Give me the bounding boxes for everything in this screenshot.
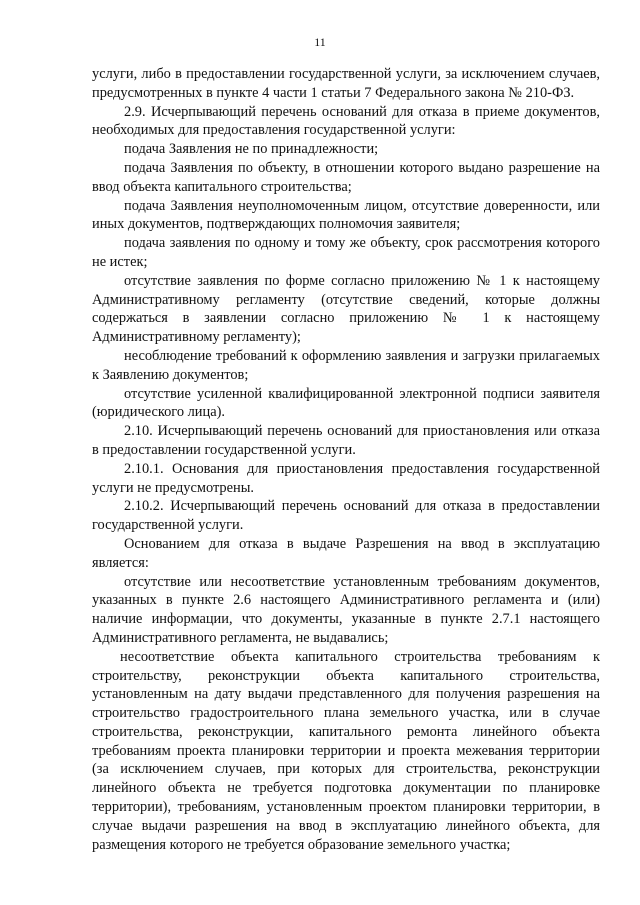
paragraph: подача Заявления не по принадлежности; bbox=[124, 141, 379, 158]
paragraph: подача Заявления по объекту, в отношении которого выдано разрешение на ввод объекта капитального строительства; bbox=[92, 159, 600, 195]
paragraph: отсутствие или несоответствие установленным требованиям документов, указанных в пункте 2.6 настоящего Административного регламента и (или) наличие информации, что документы, указанные в пункте 2.7.1 настоящего Административного регламента, не выдавались; bbox=[92, 573, 600, 646]
paragraph: 2.10.1. Основания для приостановления предоставления государственной услуги не предусмотрены. bbox=[92, 460, 600, 496]
paragraph: отсутствие усиленной квалифицированной электронной подписи заявителя (юридического лица). bbox=[92, 385, 600, 421]
paragraph: 2.10. Исчерпывающий перечень оснований для приостановления или отказа в предоставлении государственной услуги. bbox=[92, 423, 600, 458]
paragraph: услуги, либо в предоставлении государственной услуги, за исключением случаев, предусмотренных в пункте 4 части 1 статьи 7 Федерального закона № 210-ФЗ. bbox=[92, 66, 600, 101]
paragraph: отсутствие заявления по форме согласно приложению № 1 к настоящему Административному регламенту (отсутствие сведений, которые должны содержаться в заявлении согласно приложению № 1 к настоящему Административному регламенту); bbox=[92, 272, 600, 346]
paragraph: 2.9. Исчерпывающий перечень оснований для отказа в приеме документов, необходимых для предоставления государственной услуги: bbox=[92, 103, 600, 139]
paragraph: Основанием для отказа в выдаче Разрешения на ввод в эксплуатацию является: bbox=[92, 535, 600, 571]
page-number: 11 bbox=[314, 35, 326, 49]
paragraph: несоответствие объекта капитального строительства требованиям к строительству, реконструкции объекта капитального строительства, установленным на дату выдачи представленного для получения разрешения на строительство градостроительного плана земельного участка, или в случае строительства, реконструкции, капитального ремонта линейного объекта требованиям проекта планировки территории и проекта межевания территории (за исключением случаев, при которых для строительства, реконструкции линейного объекта не требуется подготовка документации по планировке территории), требованиям, установленным проектом планировки территории, в случае выдачи разрешения на ввод в эксплуатацию линейного объекта, для размещения которого не требуется образование земельного участка; bbox=[92, 648, 600, 853]
paragraph: 2.10.2. Исчерпывающий перечень оснований для отказа в предоставлении государственной услуги. bbox=[92, 498, 600, 534]
paragraph: подача заявления по одному и тому же объекту, срок рассмотрения которого не истек; bbox=[92, 235, 600, 270]
paragraph: несоблюдение требований к оформлению заявления и загрузки прилагаемых к Заявлению документов; bbox=[92, 347, 600, 383]
paragraph: подача Заявления неуполномоченным лицом, отсутствие доверенности, или иных документов, подтверждающих полномочия заявителя; bbox=[92, 197, 600, 233]
document-body bbox=[92, 65, 600, 854]
